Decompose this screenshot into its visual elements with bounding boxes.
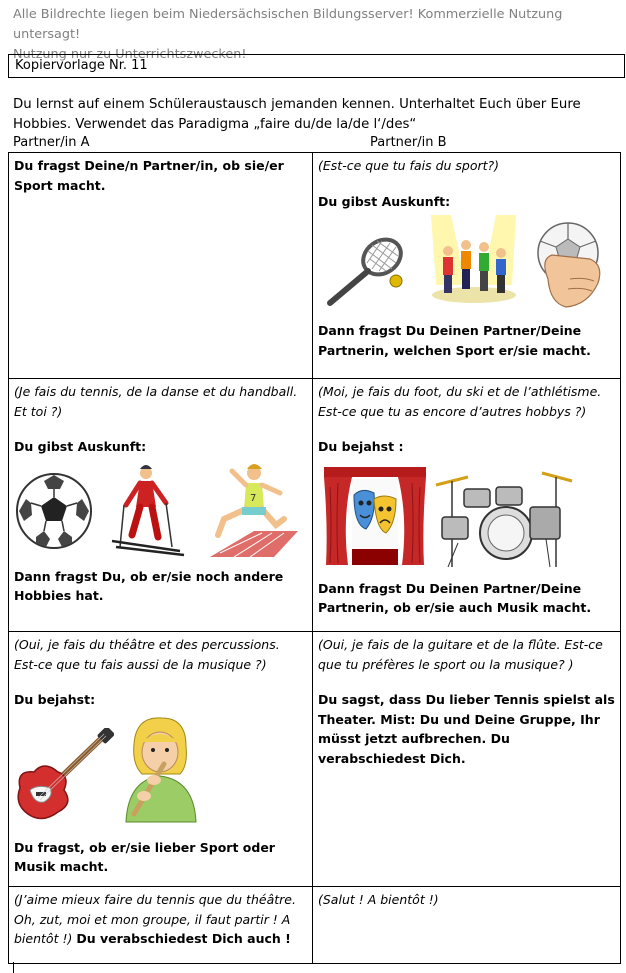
table-row (9, 887, 621, 964)
cell-r4-partner-a (9, 887, 313, 964)
dialogue-table (8, 152, 621, 964)
electric-guitar-icon (14, 728, 114, 824)
flute-player-icon (120, 714, 202, 824)
drum-kit-icon (434, 463, 574, 569)
intro-line-1: Du lernst auf einem Schüleraustausch jemanden kennen. Unterhaltet Euch über Eure (13, 97, 581, 112)
handball-icon (530, 219, 608, 311)
image-row (14, 461, 307, 561)
cell-r2-partner-a (9, 379, 313, 632)
skier-icon (110, 461, 186, 557)
french-prompt: (Je fais du tennis, de la danse et du handball. Et toi ?) (14, 384, 298, 419)
theater-masks-icon (322, 467, 428, 567)
table-row (9, 153, 621, 379)
cell-r2-partner-b (313, 379, 621, 632)
tennis-racket-icon (322, 229, 412, 309)
french-prompt: (Est-ce que tu fais du sport?) (318, 158, 500, 173)
instruction-text: Dann fragst Du Deinen Partner/Deine Partnerin, welchen Sport er/sie macht. (318, 323, 591, 358)
image-row (14, 714, 307, 832)
kopiervorlage-title: Kopiervorlage Nr. 11 (8, 54, 625, 78)
table-row (9, 632, 621, 887)
french-prompt: (Moi, je fais du foot, du ski et de l’athlétisme. Est-ce que tu as encore d’autres hobbys ?) (318, 384, 602, 419)
cell-r3-partner-a (9, 632, 313, 887)
image-row (318, 461, 615, 573)
page-edge-mark (13, 962, 14, 973)
instruction-text: Du fragst, ob er/sie lieber Sport oder Musik macht. (14, 839, 275, 874)
cell-r3-partner-b (313, 632, 621, 887)
copyright-line-2: Nutzung nur zu Unterrichtszwecken! (13, 47, 247, 62)
french-prompt: (Salut ! A bientôt !) (318, 892, 439, 907)
cell-r1-partner-b (313, 153, 621, 379)
instruction-text: Du gibst Auskunft: (318, 193, 451, 209)
partner-b-label: Partner/in B (370, 135, 447, 150)
instruction-text: Du gibst Auskunft: (14, 439, 147, 454)
french-prompt: (Oui, je fais de la guitare et de la flûte. Est-ce que tu préfères le sport ou la musique? ) (318, 637, 603, 672)
dancers-icon (426, 215, 522, 305)
intro-text (13, 95, 613, 135)
instruction-text: Du verabschiedest Dich auch ! (76, 931, 291, 946)
cell-r1-partner-a (9, 153, 313, 379)
instruction-text: Du sagst, dass Du lieber Tennis spielst als Theater. Mist: Du und Deine Gruppe, Ihr müsst jetzt aufbrechen. Du verabschiedest Dich. (318, 692, 615, 766)
table-row (9, 379, 621, 632)
image-row (318, 215, 615, 315)
partner-a-label: Partner/in A (13, 135, 90, 150)
cell-r4-partner-b (313, 887, 621, 964)
french-prompt: (J’aime mieux faire du tennis que du théâtre. Oh, zut, moi et mon groupe, il faut partir ! A bientôt !) (14, 892, 296, 946)
instruction-text: Du fragst Deine/n Partner/in, ob sie/er Sport macht. (14, 158, 284, 193)
instruction-text: Du bejahst : (318, 439, 404, 454)
soccer-ball-icon (14, 471, 94, 551)
copyright-line-1: Alle Bildrechte liegen beim Niedersächsischen Bildungsserver! Kommerzielle Nutzung untersagt! (13, 7, 563, 42)
intro-line-2: Hobbies. Verwendet das Paradigma „faire du/de la/de l‘/des“ (13, 117, 417, 132)
athlete-icon (204, 461, 298, 557)
partner-labels (13, 134, 623, 152)
instruction-text: Dann fragst Du, ob er/sie noch andere Hobbies hat. (14, 568, 284, 603)
svg-text:7: 7 (250, 492, 257, 504)
instruction-text: Du bejahst: (14, 692, 96, 707)
french-prompt: (Oui, je fais du théâtre et des percussions. Est-ce que tu fais aussi de la musique ?) (14, 637, 280, 672)
instruction-text: Dann fragst Du Deinen Partner/Deine Partnerin, ob er/sie auch Musik macht. (318, 580, 592, 615)
